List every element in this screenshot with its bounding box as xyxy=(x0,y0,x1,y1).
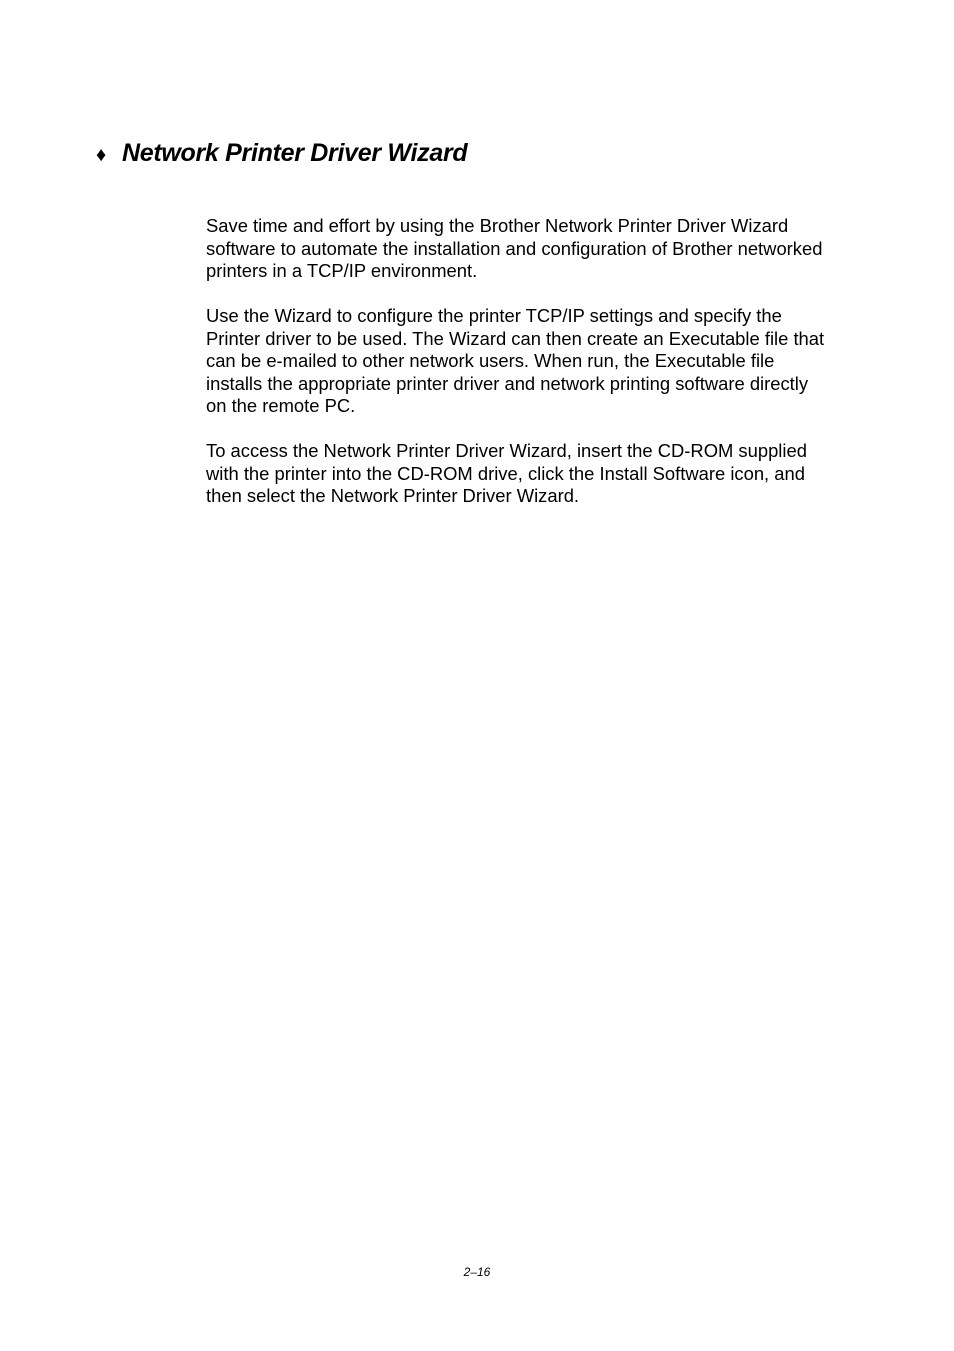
paragraph-line: with the printer into the CD-ROM drive, click the Install Software icon, and xyxy=(206,462,805,484)
page-number: 2–16 xyxy=(463,1265,491,1279)
paragraph-line: on the remote PC. xyxy=(206,395,356,416)
paragraph-access xyxy=(206,440,866,508)
paragraph-line: To access the Network Printer Driver Wizard, insert the CD-ROM supplied xyxy=(206,440,807,461)
body-text xyxy=(206,215,866,530)
section-heading xyxy=(96,138,467,168)
paragraph-intro xyxy=(206,215,866,283)
paragraph-line: Save time and effort by using the Brother Network Printer Driver Wizard xyxy=(206,215,789,236)
paragraph-line: installs the appropriate printer driver and network printing software directly xyxy=(206,372,809,394)
diamond-bullet-icon: ♦ xyxy=(96,144,107,166)
paragraph-usage xyxy=(206,305,866,418)
paragraph-line: can be e-mailed to other network users. When run, the Executable file xyxy=(206,350,775,371)
paragraph-line: then select the Network Printer Driver Wizard. xyxy=(206,485,580,506)
paragraph-line: Use the Wizard to configure the printer TCP/IP settings and specify the xyxy=(206,305,782,326)
section-title: Network Printer Driver Wizard xyxy=(122,139,468,167)
paragraph-line: Printer driver to be used. The Wizard can then create an Executable file that xyxy=(206,327,825,349)
paragraph-line: printers in a TCP/IP environment. xyxy=(206,260,478,281)
paragraph-line: software to automate the installation and configuration of Brother networked xyxy=(206,237,823,259)
